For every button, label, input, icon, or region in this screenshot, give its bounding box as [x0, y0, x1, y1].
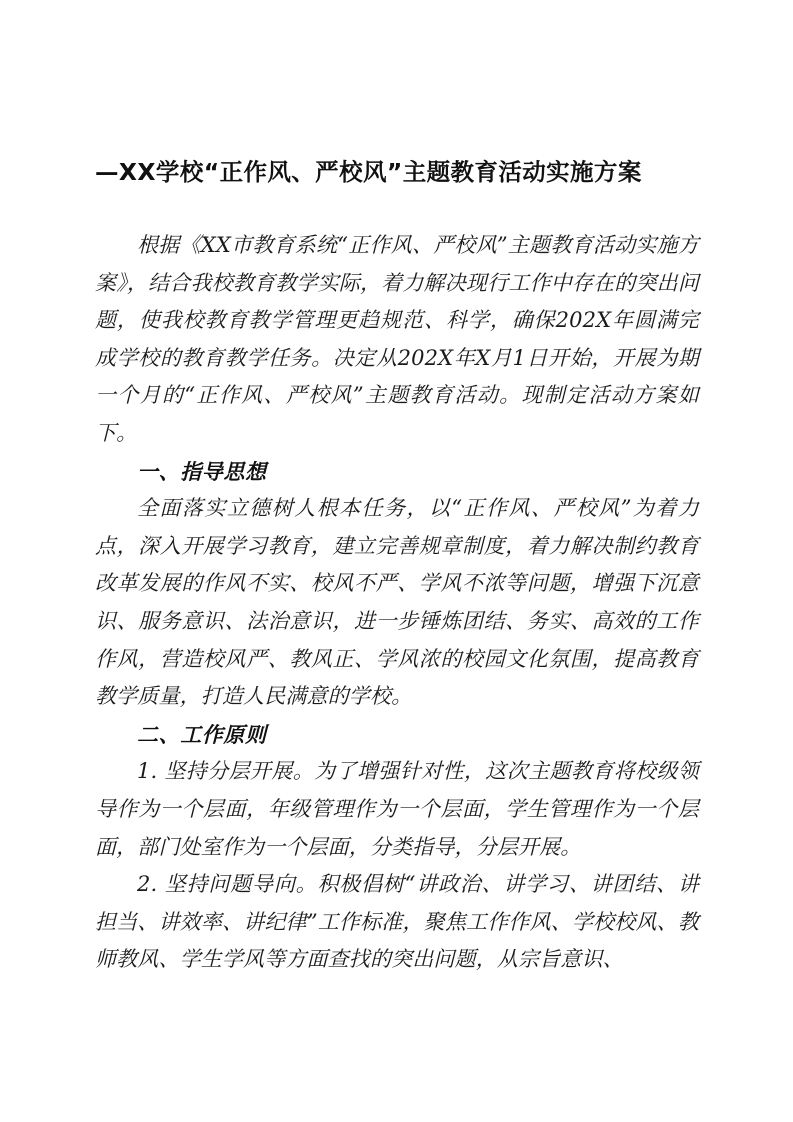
- paragraph-principle-1: 1. 坚持分层开展。为了增强针对性，这次主题教育将校级领导作为一个层面，年级管理作为一个层面，学生管理作为一个层面，部门处室作为一个层面，分类指导，分层开展。: [95, 759, 699, 859]
- section-heading-work-principles: 二、工作原则: [137, 721, 267, 747]
- document-content: [95, 0, 699, 979]
- section-heading-guiding-ideology: 一、指导思想: [137, 458, 267, 484]
- paragraph-guiding-ideology-body: 全面落实立德树人根本任务，以“正作风、严校风”为着力点，深入开展学习教育，建立完善规章制度，着力解决制约教育改革发展的作风不实、校风不严、学风不浓等问题，增强下沉意识、服务意识、法治意识，进一步锤炼团结、务实、高效的工作作风，营造校风严、教风正、学风浓的校园文化氛围，提高教育教学质量，打造人民满意的学校。: [95, 496, 699, 709]
- paragraph-intro: 根据《XX市教育系统“正作风、严校风”主题教育活动实施方案》，结合我校教育教学实际，着力解决现行工作中存在的突出问题，使我校教育教学管理更趋规范、科学，确保202X年圆满完成学校的教育教学任务。决定从202X年X月1日开始，开展为期一个月的“正作风、严校风”主题教育活动。现制定活动方案如下。: [95, 233, 699, 445]
- paragraph-principle-2: 2. 坚持问题导向。积极倡树“讲政治、讲学习、讲团结、讲担当、讲效率、讲纪律”工作标准，聚焦工作作风、学校校风、教师教风、学生学风等方面查找的突出问题，从宗旨意识、: [95, 872, 699, 972]
- page-title: —XX学校“正作风、严校风”主题教育活动实施方案: [95, 158, 642, 186]
